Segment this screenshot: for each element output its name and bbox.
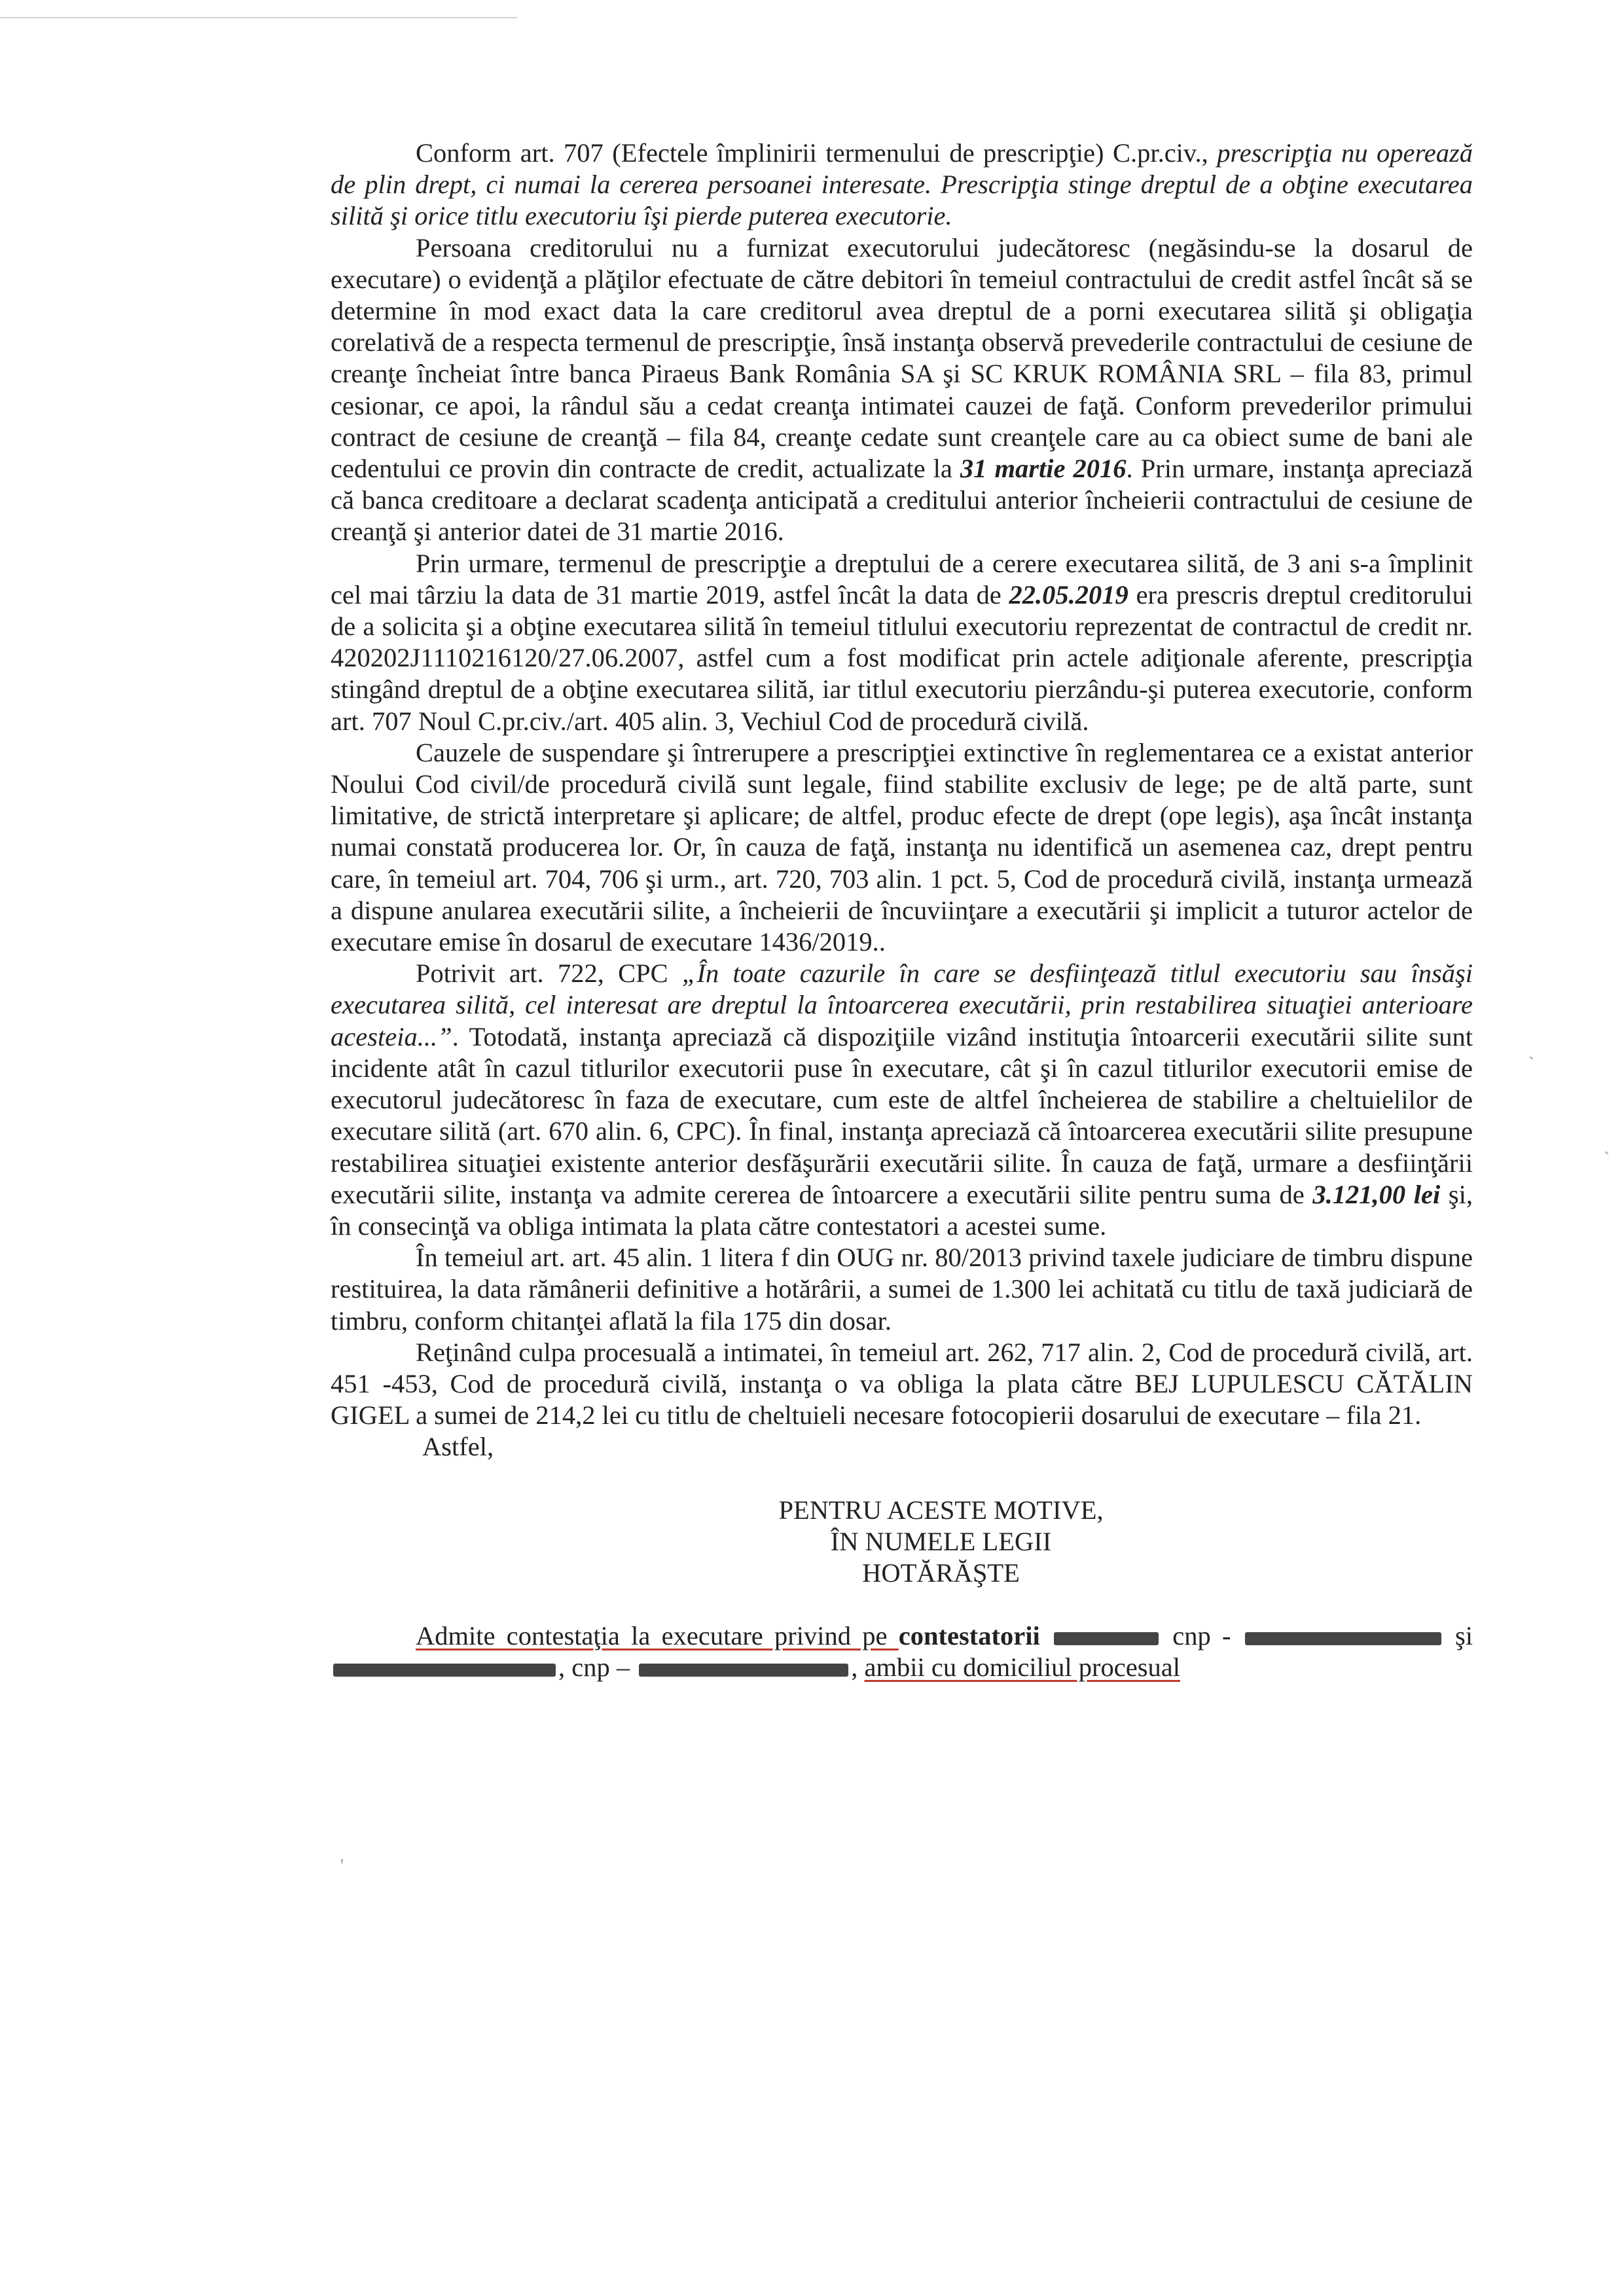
p5-amount: 3.121,00 lei: [1312, 1179, 1441, 1209]
paragraph-suspension: Cauzele de suspendare şi întrerupere a prescripţiei extinctive în reglementarea ce a existat anterior Noului Cod civil/de procedură civilă sunt legale, fiind stabilite exclusiv de lege; pe de altă parte, sunt limitative, de strictă interpretare şi aplicare; de altfel, produc efecte de drept (ope legis), aşa încât instanţa numai constată producerea lor. Or, în cauza de faţă, instanţa nu identifică un asemenea caz, drept pentru care, în temeiul art. 704, 706 şi urm., art. 720, 703 alin. 1 pct. 5, Cod de procedură civilă, instanţa urmează a dispune anularea executării silite, a încheierii de încuviinţare a executării şi implicit a tuturor actelor de executare emise în dosarul de executare 1436/2019..: [331, 737, 1473, 957]
operative-cnp-2: , cnp –: [558, 1652, 630, 1683]
paragraph-prescription-law: [331, 137, 1473, 232]
paragraph-astfel: Astfel,: [422, 1432, 494, 1462]
operative-domicile: ambii cu domiciliul procesual: [864, 1652, 1180, 1683]
operative-text: Admite contestaţia la executare privind pe: [416, 1621, 899, 1651]
paragraph-creditor: [331, 232, 1473, 548]
scan-speck: `: [1528, 1054, 1535, 1074]
heading-line-2: ÎN NUMELE LEGII: [830, 1526, 1052, 1556]
redacted-cnp-2: [639, 1664, 848, 1677]
p2-text-end: . Prin urmare, instanţa apreciază că banca creditoare a declarat scadenţa anticipată a creditului anterior încheierii contractului de cesiune de creanţă şi anterior datei de 31 martie 2016.: [331, 454, 1473, 547]
p5-text: Potrivit art. 722, CPC: [416, 958, 682, 989]
paragraph-return-execution: [331, 958, 1473, 1242]
document-body: [331, 137, 1473, 1684]
redacted-cnp-1: [1245, 1632, 1441, 1645]
p1-text: Conform art. 707 (Efectele împlinirii termenului de prescripţie) C.pr.civ.,: [416, 138, 1218, 168]
redacted-name-2: [333, 1664, 556, 1677]
p3-text: Prin urmare, termenul de prescripţie a dreptului de a cerere executarea silită, de 3 ani s-a împlinit cel mai târziu la data de 31 martie 2019, astfel încât la data de: [331, 548, 1473, 610]
p3-text-end: era prescris dreptul creditorului de a solicita şi a obţine executarea silită în temeiul titlului executoriu reprezentat de contractul de credit nr. 420202J1110216120/27.06.2007, astfel cum a fost modificat prin actele adiţionale aferente, prescripţia stingând dreptul de a obţine executarea silită, iar titlul executoriu pierzându-şi puterea executorie, conform art. 707 Noul C.pr.civ./art. 405 alin. 3, Vechiul Cod de procedură civilă.: [331, 579, 1473, 736]
operative-cnp-1: cnp -: [1161, 1621, 1231, 1651]
p2-date: 31 martie 2016: [960, 454, 1127, 484]
paragraph-costs: Reţinând culpa procesuală a intimatei, în temeiul art. 262, 717 alin. 2, Cod de procedură civilă, art. 451 -453, Cod de procedură civilă, instanţa o va obliga la plata către BEJ LUPULESCU CĂTĂLIN GIGEL a sumei de 214,2 lei cu titlu de cheltuieli necesare fotocopierii dosarului de executare – fila 21.: [331, 1337, 1473, 1430]
scan-speck: ': [340, 1856, 344, 1876]
paragraph-prescription-term: [331, 548, 1473, 737]
p1-quote: prescripţia nu operează de plin drept, ci numai la cererea persoanei interesate. Prescripţia stinge dreptul de a obţine executarea silită şi orice titlu executoriu îşi pierde puterea executorie.: [331, 138, 1473, 231]
ruling-heading: [409, 1495, 1473, 1590]
p5-quote: „În toate cazurile în care se desfiinţează titlul executoriu sau însăşi executarea silită, cel interesat are dreptul la întoarcerea executării, prin restabilirea situaţiei anterioare acesteia...”: [331, 958, 1473, 1051]
paragraph-stamp-tax: În temeiul art. art. 45 alin. 1 litera f din OUG nr. 80/2013 privind taxele judiciare de timbru dispune restituirea, la data rămânerii definitive a hotărârii, a sumei de 1.300 lei achitată cu titlu de taxă judiciară de timbru, conform chitanţei aflată la fila 175 din dosar.: [331, 1243, 1473, 1336]
redacted-name-1: [1054, 1632, 1159, 1645]
p5-text-end: şi, în consecinţă va obliga intimata la plata către contestatori a acestei sume.: [331, 1179, 1473, 1241]
operative-and: şi: [1443, 1621, 1473, 1651]
p5-text-mid: . Totodată, instanţa apreciază că dispoziţiile vizând instituţia întoarcerii executării silite sunt incidente atât în cazul titlurilor executorii puse în executare, cât şi în cazul titlurilor executorii emise de executorul judecătoresc în faza de executare, cum este de altfel încheierea de stabilire a cheltuielilor de executare silită (art. 670 alin. 6, CPC). În final, instanţa apreciază că întoarcerea executării silite presupune restabilirea situaţiei existente anterior desfăşurării executării silite. În cauza de faţă, urmare a desfiinţării executării silite, instanţa va admite cererea de întoarcere a executării silite pentru suma de: [331, 1021, 1473, 1209]
operative-comma: ,: [851, 1652, 865, 1683]
scan-border-line: [0, 17, 517, 18]
p2-text: Persoana creditorului nu a furnizat executorului judecătoresc (negăsindu-se la dosarul de executare) o evidenţă a plăţilor efectuate de către debitori în temeiul contractului de credit astfel încât să se determine în mod exact data la care creditorul avea dreptul de a porni executarea silită şi obligaţia corelativă de a respecta termenul de prescripţie, însă instanţa observă prevederile contractului de cesiune de creanţe încheiat între banca Piraeus Bank România SA şi SC KRUK ROMÂNIA SRL – fila 83, primul cesionar, ce apoi, la rândul său a cedat creanţa intimatei cauzei de faţă. Conform prevederilor primului contract de cesiune de creanţă – fila 84, creanţe cedate sunt creanţele care au ca obiect sume de bani ale cedentului ce provin din contracte de credit, actualizate la: [331, 232, 1473, 484]
operative-contestatorii: contestatorii: [898, 1621, 1040, 1651]
heading-line-3: HOTĂRĂŞTE: [862, 1558, 1020, 1588]
paragraph-operative: [331, 1620, 1473, 1683]
scan-speck: `: [1604, 1149, 1610, 1169]
p3-date: 22.05.2019: [1009, 579, 1128, 610]
heading-line-1: PENTRU ACESTE MOTIVE,: [778, 1495, 1104, 1525]
